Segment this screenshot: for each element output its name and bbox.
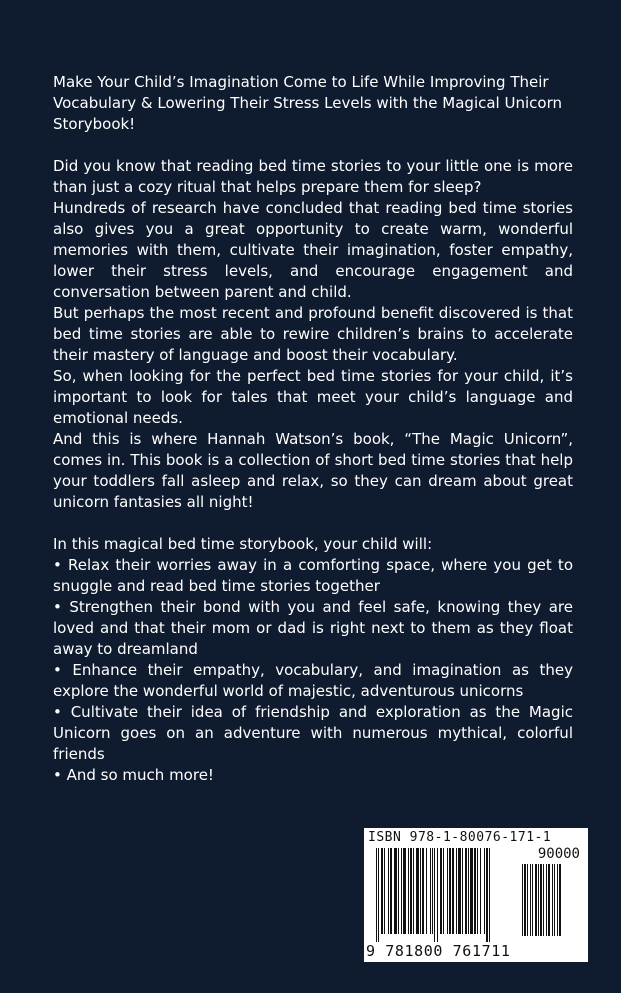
barcode-bar xyxy=(384,848,385,934)
barcode-bar xyxy=(468,848,469,934)
barcode-bar xyxy=(557,864,558,936)
benefit-item: • Cultivate their idea of friendship and exploration as the Magic Unicorn goes on an adventure with numerous mythical, colorful friends xyxy=(53,703,573,763)
barcode-bar xyxy=(408,848,409,934)
barcode-bar xyxy=(559,864,561,936)
barcode-bar xyxy=(474,848,476,934)
barcode-bar xyxy=(432,848,433,934)
barcode-bar xyxy=(398,848,399,934)
barcode-bar xyxy=(486,848,488,942)
benefit-item: • And so much more! xyxy=(53,766,214,784)
barcode-bar xyxy=(420,848,421,934)
barcode-bar xyxy=(443,848,444,934)
barcode-bar xyxy=(381,848,383,934)
barcode-bar xyxy=(530,864,531,936)
barcode-bar xyxy=(410,848,412,934)
barcode-bar xyxy=(413,848,414,934)
headline: Make Your Child’s Imagination Come to Life While Improving Their Vocabulary & Lowering Their Stress Levels with the Magical Unicorn Storybook! xyxy=(53,73,562,133)
barcode-bar xyxy=(434,848,435,942)
barcode-bar xyxy=(456,848,457,934)
price-code: 90000 xyxy=(537,846,580,862)
barcode-bar xyxy=(458,848,461,934)
barcode-bar xyxy=(543,864,544,936)
barcode-bar xyxy=(552,864,553,936)
benefits-lead: In this magical bed time storybook, your child will: xyxy=(53,535,433,553)
barcode-bar xyxy=(426,848,427,934)
barcode-bar xyxy=(452,848,454,934)
isbn-label: ISBN 978-1-80076-171-1 xyxy=(368,830,552,845)
barcode-bar xyxy=(401,848,402,934)
barcode-bar xyxy=(540,864,542,936)
barcode-bar xyxy=(489,848,490,942)
barcode-bar xyxy=(449,848,451,934)
barcode-bar xyxy=(416,848,419,934)
barcode-bar xyxy=(388,848,389,934)
barcode-bar xyxy=(465,848,467,934)
barcode-bar xyxy=(376,848,377,942)
barcode-bar xyxy=(378,848,379,942)
barcode-bar xyxy=(546,864,547,936)
barcode-bar xyxy=(554,864,555,936)
body-paragraph: Hundreds of research have concluded that reading bed time stories also gives you a great opportunity to create warm, wonderful memories with them, cultivate their imagination, foster empathy, lower their stress levels, and encourage engagement and conversation between parent and child. xyxy=(53,199,573,301)
barcode-bar xyxy=(480,848,481,934)
barcode-bar xyxy=(447,848,448,934)
barcode-bar xyxy=(430,848,431,934)
spacer xyxy=(53,513,573,534)
ean-digits: 9 781800 761711 xyxy=(366,942,511,960)
addon-barcode-bars xyxy=(522,864,578,944)
barcode-bar xyxy=(422,848,424,934)
barcode-bar xyxy=(470,848,473,934)
benefit-item: • Strengthen their bond with you and feel safe, knowing they are loved and that their mom or dad is right next to them as they float away to dreamland xyxy=(53,598,573,658)
body-paragraph: But perhaps the most recent and profound benefit discovered is that bed time stories are able to rewire children’s brains to accelerate their mastery of language and boost their vocabulary. xyxy=(53,304,573,364)
barcode-bar xyxy=(403,848,406,934)
barcode-bar xyxy=(524,864,526,936)
barcode-bar xyxy=(462,848,463,934)
barcode-bar xyxy=(532,864,533,936)
spacer xyxy=(53,135,573,156)
benefit-item: • Enhance their empathy, vocabulary, and imagination as they explore the wonderful world of majestic, adventurous unicorns xyxy=(53,661,573,700)
barcode-bar xyxy=(538,864,539,936)
barcode-bar xyxy=(527,864,528,936)
barcode-bar xyxy=(390,848,392,934)
benefit-item: • Relax their worries away in a comforting space, where you get to snuggle and read bed time stories together xyxy=(53,556,573,595)
barcode-bar xyxy=(440,848,442,934)
barcode-bar xyxy=(522,864,523,936)
barcode-bar xyxy=(437,848,438,942)
barcode-bar xyxy=(548,864,550,936)
barcode-bar xyxy=(477,848,478,934)
barcode-bars xyxy=(376,848,516,944)
isbn-barcode xyxy=(364,828,588,962)
body-paragraph: So, when looking for the perfect bed time stories for your child, it’s important to look for tales that meet your child’s language and emotional needs. xyxy=(53,367,573,427)
back-cover-text xyxy=(53,72,573,786)
body-paragraph: And this is where Hannah Watson’s book, “The Magic Unicorn”, comes in. This book is a collection of short bed time stories that help your toddlers fall asleep and relax, so they can dream about great unicorn fantasies all night! xyxy=(53,430,573,511)
barcode-bar xyxy=(484,848,485,934)
body-paragraph: Did you know that reading bed time stories to your little one is more than just a cozy ritual that helps prepare them for sleep? xyxy=(53,157,573,196)
barcode-bar xyxy=(535,864,537,936)
barcode-bar xyxy=(394,848,397,934)
